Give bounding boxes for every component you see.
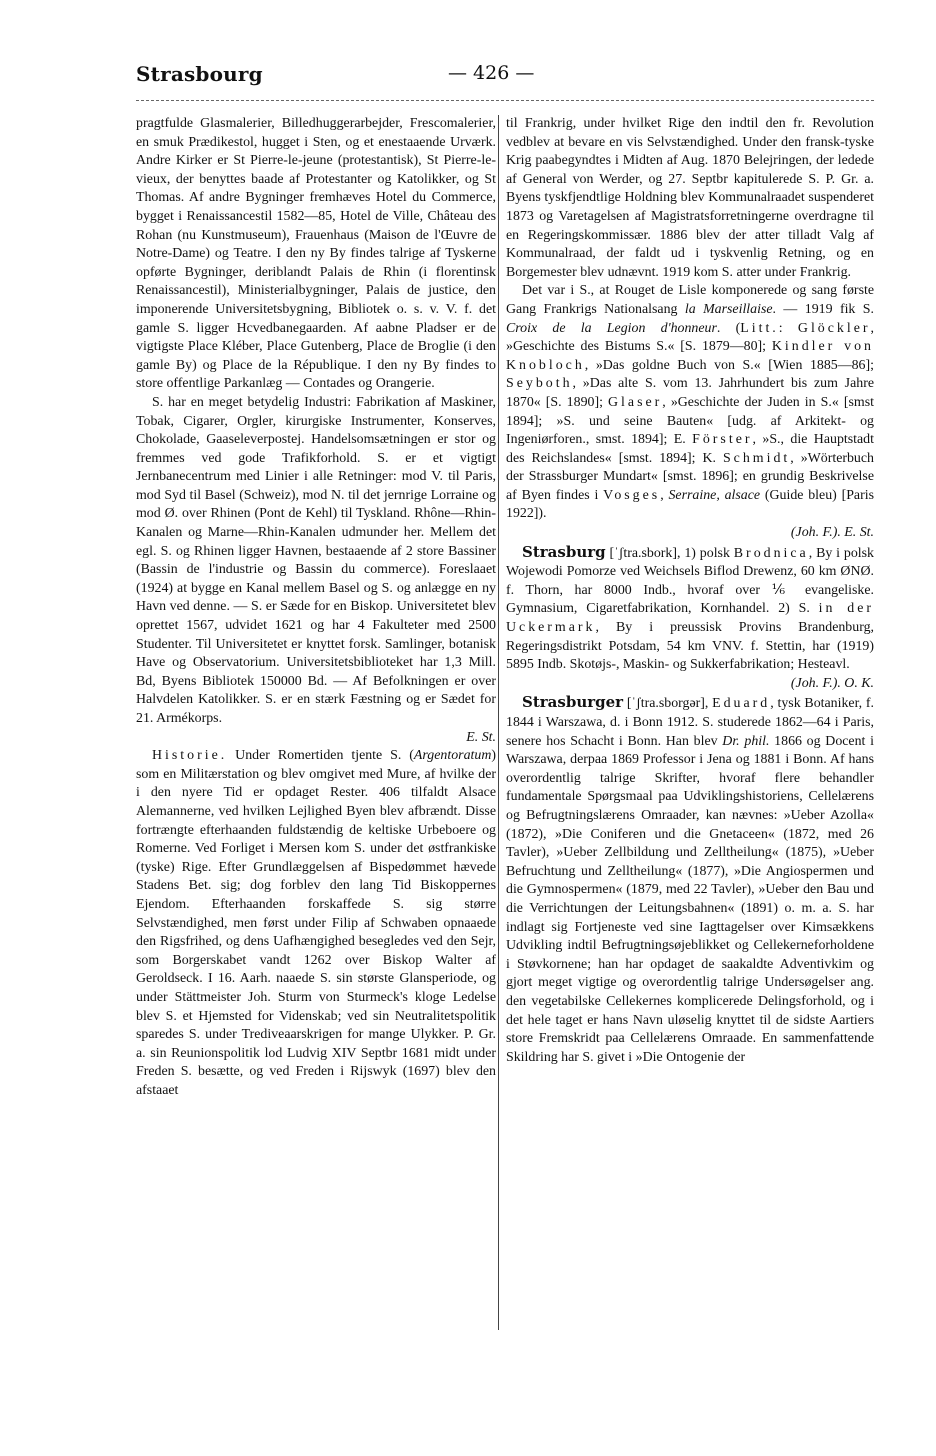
text: :	[778, 320, 798, 336]
text: , By i preussisk Provins Brandenburg, Regeringsdistrikt Potsdam, 54 km VNV. f. Stettin, har (1919) 5895 Indb. Skotøjs-, Maskin- og Sukkerfabrikation; Hesteavl.	[506, 620, 874, 673]
paragraph-churches-buildings: pragtfulde Glasmalerier, Billedhuggerarbejder, Frescomalerier, en smuk Prædikestol, hugget i Sten, og et enestaaende Urværk. Andre Kirker er St Pierre-le-jeune (protestantisk), St Pierre-le-vieux, der benyttes baade af Protestanter og Katolikker, og St Thomas. Af andre Bygninger fremhæves Hotel du Commerce, bygget i Renaissancestil 1582—85, Hotel de Ville, Château des Rohan (nu Kunstmuseum), Frauenhaus (Maison de l'Œuvre de Notre-Dame) og Teatre. I den ny By findes talrige af Tyskerne opførte Bygninger, deriblandt Palais de Rhin (i florentinsk Renaissancestil), Ministerialbygninger, Palais de justice, den imponerende Universitetsbygning, Bibliotek o. s. v. V. f. det gamle S. ligger Hcvedbanegaarden. Af aabne Pladser er de vigtigste Place Kléber, Place Gutenberg, Place de Broglie (i den gamle By) og Place de la République. I den ny By findes to store offentlige Parkanlæg — Contades og Orangerie.	[136, 116, 496, 392]
left-column	[136, 115, 496, 1100]
text: , »Das goldne Buch von S.« [Wien 1885—86];	[584, 357, 874, 373]
text: [ˈʃtra.sbork], 1) polsk	[605, 545, 734, 561]
text: , tysk Botaniker, f. 1844 i Warszawa, d. i Bonn 1912. S. studerede 1862—64 i Paris, senere hos Schacht i Bonn. Han blev	[506, 696, 874, 749]
author-name: Glaser	[608, 394, 663, 410]
italic-title: Croix de la Legion d'honneur	[506, 320, 717, 336]
degree: Dr. phil.	[722, 733, 770, 749]
author-signature: (Joh. F.). E. St.	[790, 525, 874, 541]
history-text-cont: ) som en Militærstation og blev omgivet med Mure, af hvilke der i den nyere Tid er opdaget Rester. 406 tilfaldt Alsace Alemannerne, ved hvilken Lejlighed Byen blev afbrændt. Disse fortrængte efterhaanden fuldstændig de keltiske Urbeboere og Romerne. Ved Forliget i Mersen kom S. under det østfrankiske (tyske) Rige. Efter Grundlæggelsen af Bispedømmet hævede Stadens Bet. sig; dog forblev den lang Tid Biskoppernes Ejendom. Efterhaanden forskaffede S. sig større Selvstændighed, men først under Filip af Schwaben opnaaede den Rigsfrihed, og dens Uafhængighed besegledes ved den Sejr, som Borgerskabet vandt 1262 over Biskop Walter af Geroldseck. I 16. Aarh. naaede S. sin største Glansperiode, og under Stättmeister Joh. Sturm von Sturmeck's kloge Ledelse blev S. et Hjemsted for Videnskab; ved sin Neutralitetspolitik sparedes S. under Trediveaarskrigen for mange Ulykker. P. Gr. a. sin Reunionspolitik lod Ludvig XIV Septbr 1681 midt under Freden S. besætte, og ved Freden i Rijswyk (1697) blev den afstaaet	[136, 748, 496, 1098]
text: (Guide bleu) [Paris 1922]).	[506, 487, 874, 522]
author-name: Schmidt	[722, 450, 791, 466]
text: 1866 og Docent i Warszawa, derpaa 1869 Professor i Jena og 1881 i Bonn. Af hans overordentlig talrige Skrifter, hvoraf flere behandler fundamentale Spørgsmaal paa Udviklingshistoriens, Cellelærens og Befrugtningslærens Omraader, kan nævnes: »Ueber Azolla« (1872), »Die Coniferen und die Gnetaceen« (1872, med 26 Tavler), »Ueber Zellbildung und Zelltheilung« (1875), »Ueber Befruchtung und Zelltheilung« (1877), »Die Angiospermen und die Gymnospermen« (1879, med 22 Tavler), »Ueber den Bau und die Verrichtungen der Leitungsbahnen« (1891) o. m. a. S. har indlagt sig Fortjeneste ved sine Iagttagelser over Kimsækkens Udvikling indtil Befrugtningsøjeblikket og Cellekerneforholdene i Støvkornene; han har opdaget de saakaldte Adventivkim og gjort meget vigtige og overordentlig talrige Undersøgelser ang. den vegetabilske Cellekernes komplicerede Delingsforhold, og i det hele taget er hans Navn uløselig knyttet til de sidste Aartiers store Fremskridt paa Cellelærens Omraade. En sammenfattende Skildring har S. givet i »Die Ontogenie der	[506, 733, 874, 1065]
entry-strasburger	[506, 693, 874, 1067]
entry-strasburg	[506, 543, 874, 694]
text: , By i polsk Wojewodi Pomorze ved Weichsels Biflod Drewenz, 60 km ØNØ. f. Thorn, har 8000 Indb., hvoraf over ⅙ evangeliske. Gymnasium, Cigaretfabrikation, Kornhandel. 2) S.	[506, 545, 875, 617]
author-name: Seyboth	[506, 376, 573, 392]
author-signature: (Joh. F.). O. K.	[790, 675, 874, 691]
page-number: — 426 —	[448, 62, 535, 84]
text: . — 1919 fik S.	[772, 301, 874, 317]
author-signature: E. St.	[466, 729, 496, 745]
running-head: Strasbourg	[136, 62, 263, 86]
paragraph-history	[136, 747, 496, 1100]
text: Det var i S., at Rouget de Lisle komponerede og sang første Gang Frankrigs Nationalsang	[506, 283, 874, 317]
first-name: Eduard	[712, 696, 771, 712]
author-name: Vosges	[603, 487, 661, 503]
text: [ˈʃtra.sborgər],	[623, 696, 713, 712]
header-rule	[136, 100, 874, 101]
paragraph-industry	[136, 394, 496, 747]
section-label-history: Historie.	[152, 748, 228, 764]
text: , »Wörterbuch der Strassburger Mundart« [smst. 1896]; en grundig Beskrivelse af Byen findes i	[506, 450, 874, 503]
text: , »Geschichte der Juden in S.« [smst 1894]; »S. und seine Bauten« [udg. af Arkitekt- og Ingeniørforen., smst. 1894]; E.	[506, 394, 874, 448]
paragraph-marseillaise	[506, 282, 874, 542]
italic-title: la Marseillaise	[684, 301, 773, 317]
author-name: Glöckler	[797, 320, 871, 336]
column-divider	[498, 115, 499, 1330]
text: , »Geschichte des Bistums S.« [S. 1879—80];	[506, 320, 874, 355]
right-column	[506, 115, 874, 1067]
headword: Strasburg	[522, 542, 606, 561]
headword: Strasburger	[522, 693, 624, 712]
literature-label: Litt.	[740, 320, 779, 336]
industry-text: S. har en meget betydelig Industri: Fabrikation af Maskiner, Tobak, Cigarer, Orgler, kirurgiske Instrumenter, Konserves, Chokolade, Gaaseleverpostej. Handelsomsætningen er stor og fremmes ved gode Trafikforhold. S. er et vigtigt Jernbanecentrum med Linier i alle Retninger: mod V. til Paris, mod Syd til Basel (Schweiz), mod N. til det jernrige Lorraine og mod Ø. over Rhinen (Pont de Kehl) til Tyskland. Rhône—Rhin-Kanalen og Marne—Rhin-Kanalen udmunder her. Mellem det egl. S. og Rhinen ligger Havnen, bestaaende af 2 store Bassiner (Bassin de l'industrie og Bassin du commerce). Foreslaaet (1924) at bygge en Kanal mellem Basel og S. og anlægge en ny Havn ved denne. — S. er Sæde for en Biskop. Universitetet blev oprettet 1567, udvidet 1621 og har 4 Fakulteter med 2500 Studenter. Til Universitetet er knyttet forsk. Samlinger, botanisk Have og Observatorium. Universitetsbiblioteket har 1,3 Mill. Bd, Byens Bibliotek 150000 Bd. — Af Befolkningen er over Halvdelen Katolikker. S. er en stærk Fæstning og er Sædet for 21. Armékorps.	[136, 394, 496, 726]
text: , »S., die Hauptstadt des Reichslandes« [smst. 1894]; K.	[506, 432, 874, 466]
latin-name: Argentoratum	[413, 748, 492, 764]
text: . (	[716, 320, 741, 336]
author-name: Förster	[692, 432, 753, 448]
italic-title: Serraine, alsace	[668, 487, 761, 503]
page-header	[136, 62, 874, 92]
paragraph-history-cont: til Frankrig, under hvilket Rige den indtil den fr. Revolution vedblev at bevare en vis Selvstændighed. Under den fransk-tyske Krig paabegyndtes i Midten af Aug. 1870 Belejringen, der ledede af General von Werder, og 27. Septbr kapitulerede S. P. Gr. a. Byens tyskfjendtlige Holdning blev Kommunalraadet suspenderet 1873 og Varetagelsen af Magistratsforretningerne overdragne til en Regeringskommissær. 1886 blev der atter tilladt Valg af Kommunalraad, der faldt ud i tyskvenlig Retning, og en Borgemester blev udnævnt. 1919 kom S. atter under Frankrig.	[506, 116, 874, 280]
history-text: Under Romertiden tjente S. (	[227, 748, 414, 764]
author-name: Kindler von Knobloch	[506, 339, 874, 373]
place-name: Brodnica	[733, 545, 809, 561]
text: , »Das alte S. vom 13. Jahrhundert bis zum Jahre 1870« [S. 1890];	[506, 376, 874, 410]
place-name: in der Uckermark	[506, 601, 875, 636]
text: ,	[660, 487, 669, 503]
